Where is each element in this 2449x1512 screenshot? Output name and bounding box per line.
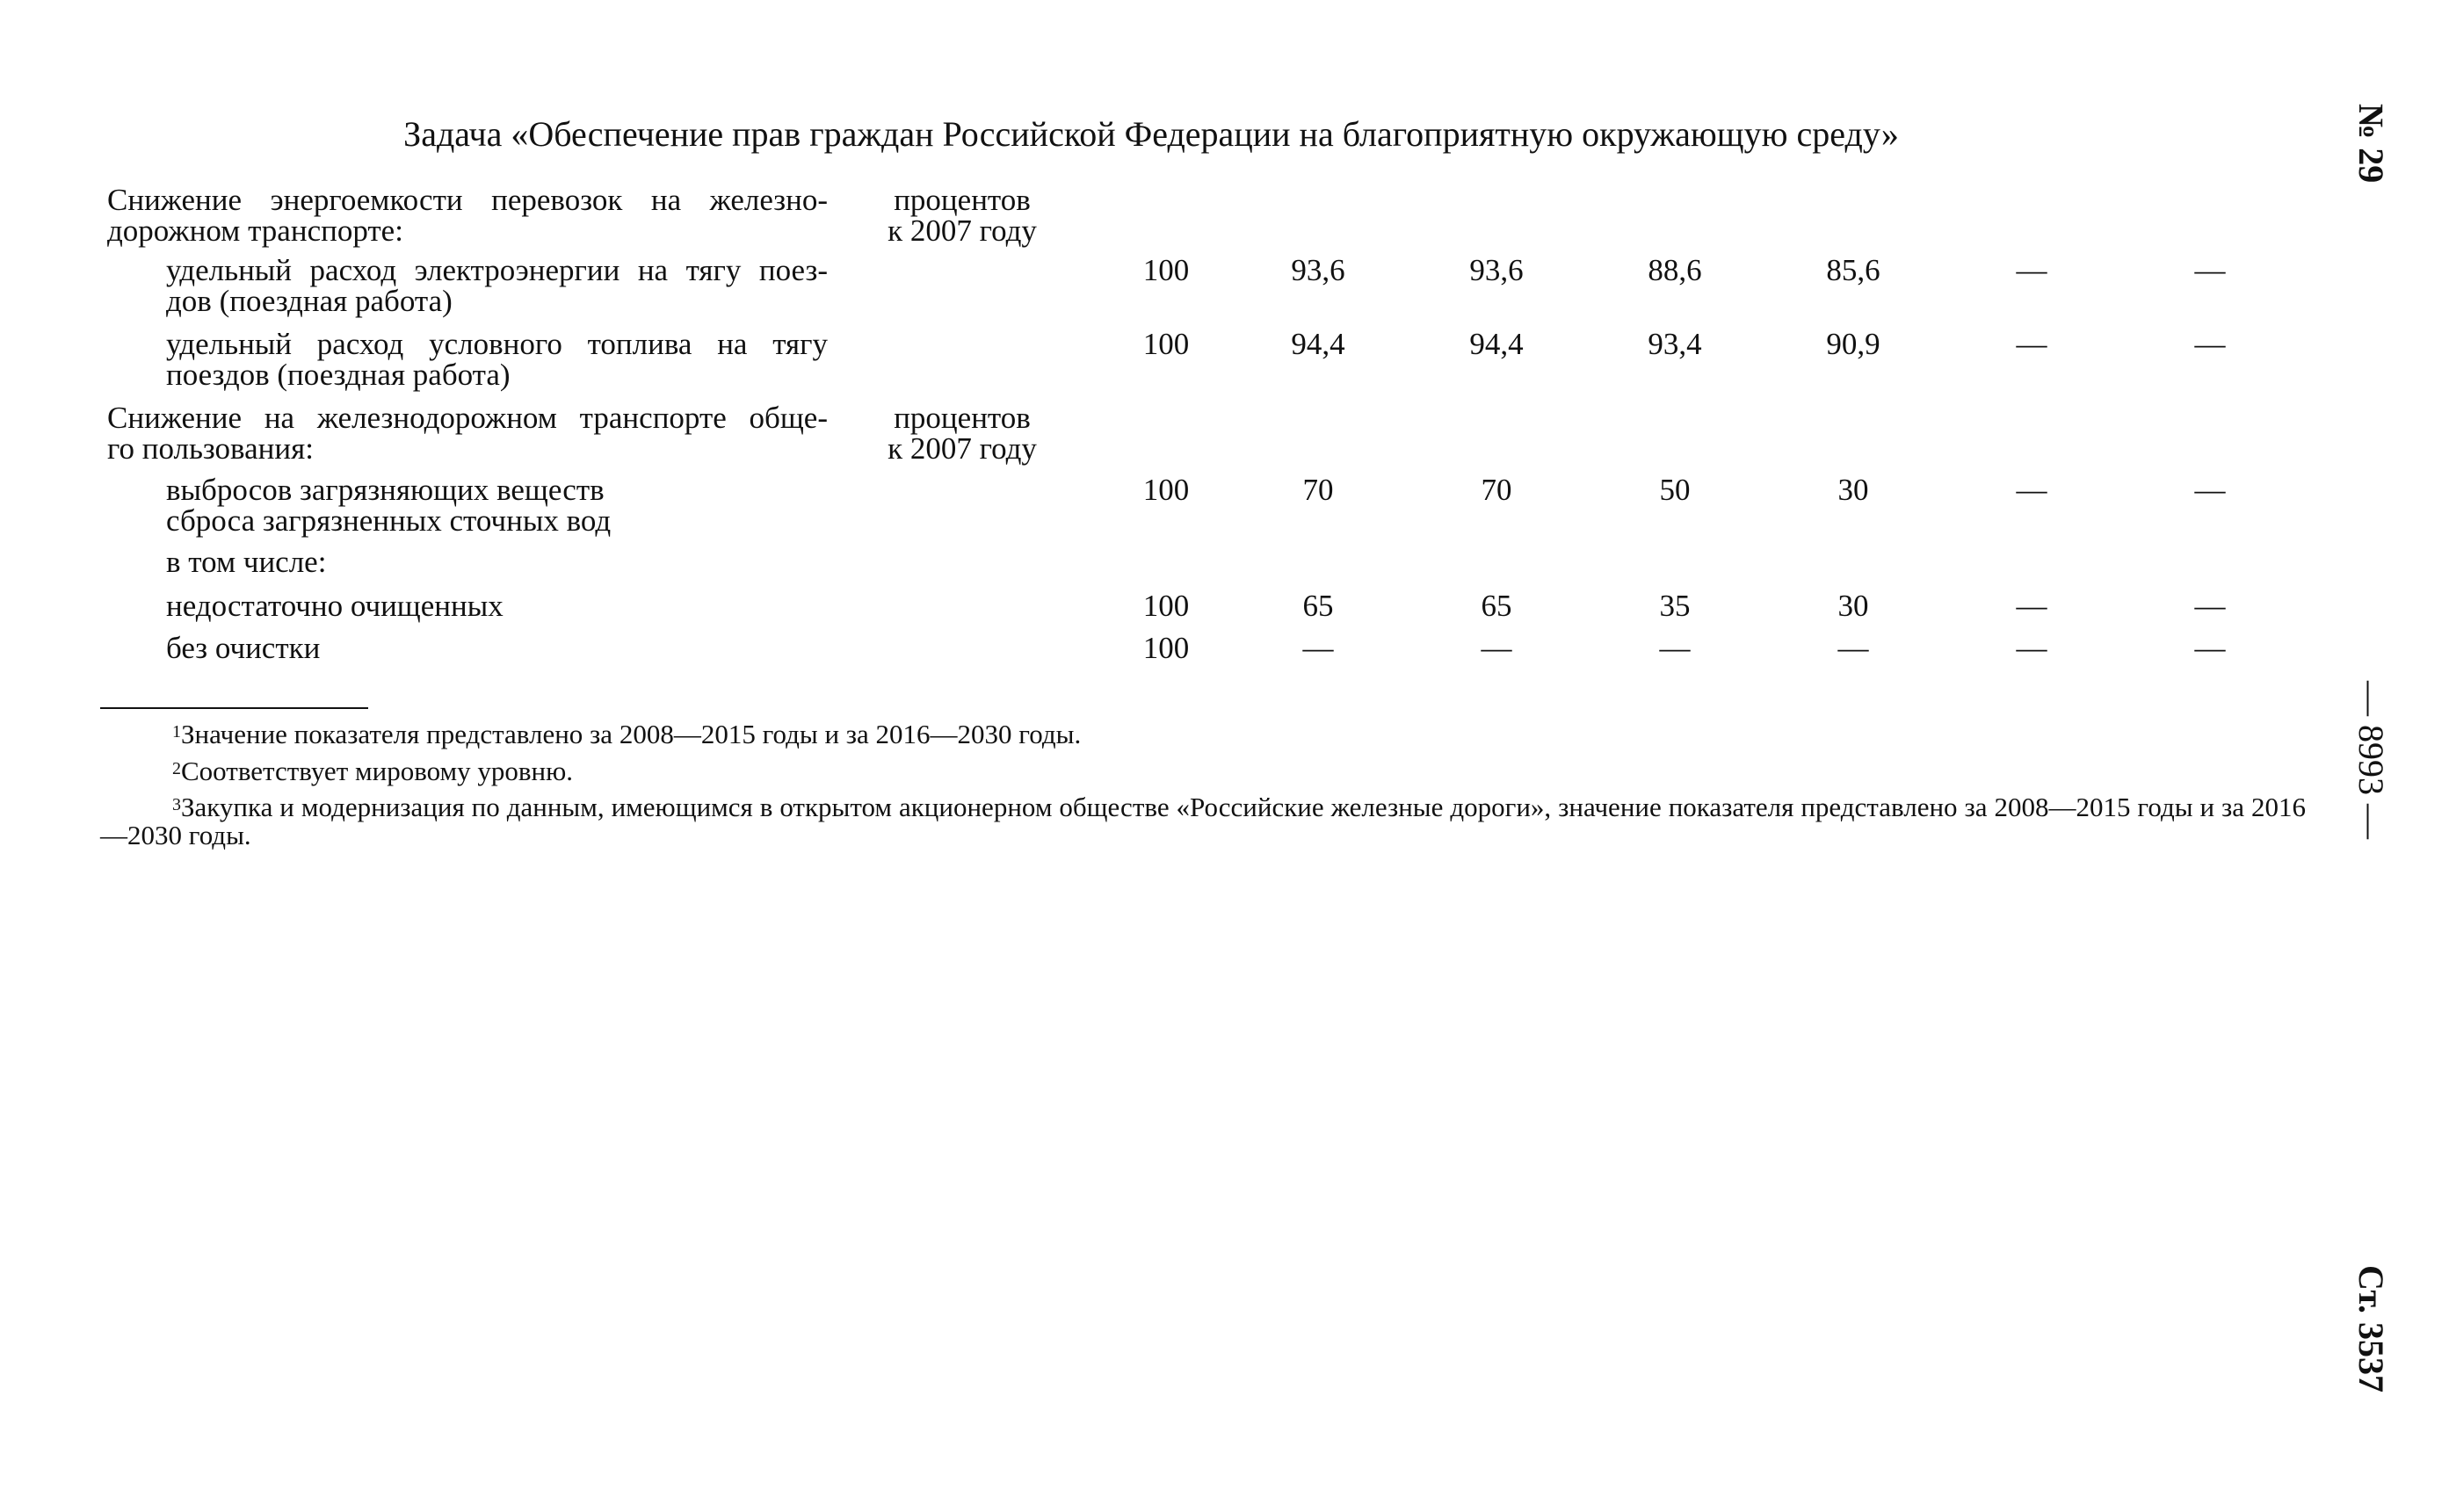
value-cell: 65 [1481,589,1512,623]
row-label-line: недостаточно очищенных [166,589,504,623]
value-cell: 93,6 [1469,253,1524,287]
footnote-text: Соответствует мировому уровню. [181,756,574,786]
footnote-number: 2 [172,759,181,778]
value-cell: 100 [1142,327,1190,361]
row-label-line: удельный расход электроэнергии на тягу поез- [166,253,828,287]
value-cell: 94,4 [1291,327,1345,361]
footnote-number: 1 [172,722,181,742]
unit-cell [870,184,1054,246]
row-label [166,474,828,536]
value-cell: 93,6 [1291,253,1345,287]
row-label-line: выбросов загрязняющих веществ [166,473,605,507]
value-cell: 65 [1302,589,1334,623]
row-label-line: сброса загрязненных сточных вод [166,503,612,538]
page-range: — 8993 — [2351,681,2391,839]
unit-line: процентов [894,183,1031,217]
row-label [166,255,828,316]
row-label [166,590,828,621]
value-cell: — [1302,631,1334,665]
value-cell: — [2016,631,2047,665]
value-cell: — [2194,589,2226,623]
value-cell: — [2194,327,2226,361]
row-label-line: в том числе: [166,545,327,579]
value-cell: — [2194,253,2226,287]
value-cell: 100 [1142,253,1190,287]
footnote-number: 3 [172,795,181,814]
footnote [100,720,2306,749]
unit-line: процентов [894,401,1031,435]
unit-line: к 2007 году [888,213,1037,248]
footnote [100,757,2306,785]
value-cell: — [2016,327,2047,361]
row-label [166,633,828,663]
value-cell: 88,6 [1648,253,1702,287]
unit-line: к 2007 году [888,431,1037,466]
row-label-line: поездов (поездная работа) [166,358,511,392]
value-cell: 93,4 [1648,327,1702,361]
value-cell: 100 [1142,589,1190,623]
unit-cell [870,402,1054,464]
value-cell: — [1481,631,1512,665]
value-cell: 94,4 [1469,327,1524,361]
footnote-text: Значение показателя представлено за 2008—2015 годы и за 2016—2030 годы. [181,719,1082,749]
row-label-line: дорожном транспорте: [107,213,403,248]
footnote-text: Закупка и модернизация по данным, имеющимся в открытом акционерном обществе «Российские железные дороги», значение показателя представлено за 2008—2015 годы и за 2016—2030 годы. [100,792,2306,850]
row-label-line: Снижение энергоемкости перевозок на железно- [107,183,828,217]
row-label-line: го пользования: [107,431,314,466]
value-cell: — [2016,589,2047,623]
value-cell: 70 [1302,473,1334,507]
row-label [166,329,828,390]
value-cell: — [1659,631,1691,665]
value-cell: 70 [1481,473,1512,507]
value-cell: — [1837,631,1869,665]
row-label-line: без очистки [166,631,321,665]
row-label-line: Снижение на железнодорожном транспорте обще- [107,401,828,435]
value-cell: — [2016,253,2047,287]
article-number: Ст. 3537 [2351,1265,2391,1393]
footnote-divider [100,707,368,709]
value-cell: — [2194,473,2226,507]
row-label-line: дов (поездная работа) [166,284,453,318]
value-cell: 100 [1142,473,1190,507]
page-title: Задача «Обеспечение прав граждан Российской Федерации на благоприятную окружающую среду» [403,114,1899,154]
value-cell: 85,6 [1826,253,1880,287]
value-cell: 30 [1837,473,1869,507]
value-cell: — [2194,631,2226,665]
row-label [107,184,828,246]
row-label [166,546,828,577]
footnote [100,793,2306,850]
value-cell: 35 [1659,589,1691,623]
row-label-line: удельный расход условного топлива на тягу [166,327,828,361]
value-cell: — [2016,473,2047,507]
issue-number: № 29 [2351,104,2391,184]
value-cell: 90,9 [1826,327,1880,361]
value-cell: 30 [1837,589,1869,623]
row-label [107,402,828,464]
value-cell: 100 [1142,631,1190,665]
value-cell: 50 [1659,473,1691,507]
